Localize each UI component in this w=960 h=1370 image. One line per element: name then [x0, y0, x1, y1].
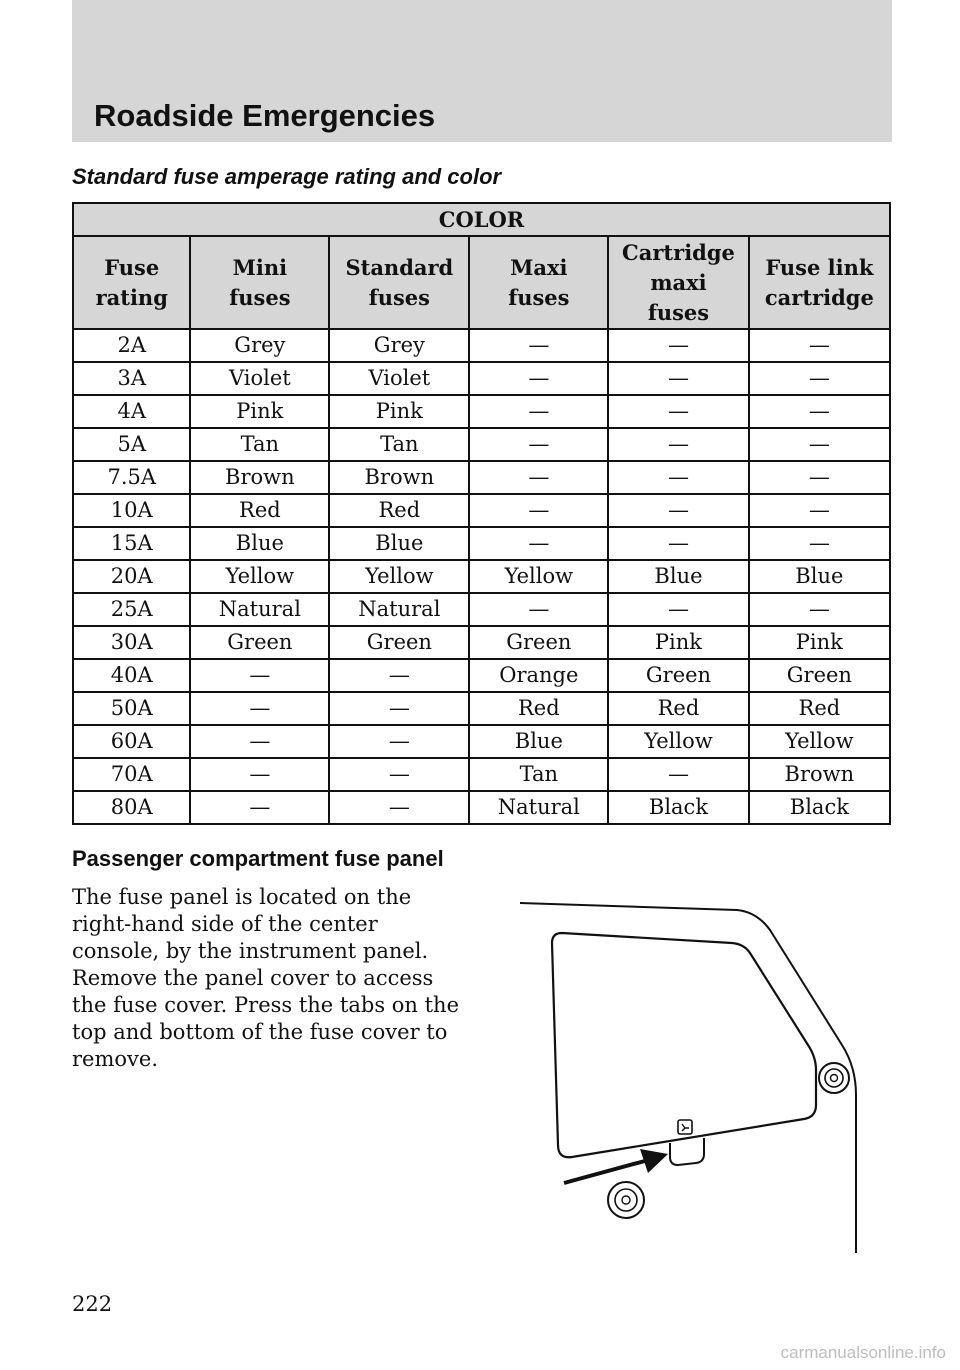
fuse-color-cell: — — [749, 362, 890, 395]
fuse-rating-cell: 10A — [73, 494, 190, 527]
fuse-color-cell: — — [469, 593, 608, 626]
fuse-color-cell: — — [749, 329, 890, 362]
table-row — [73, 329, 890, 362]
fuse-color-cell: Red — [469, 692, 608, 725]
fuse-color-cell: Red — [329, 494, 469, 527]
table-row — [73, 791, 890, 824]
fuse-color-cell: — — [608, 593, 748, 626]
table-row — [73, 725, 890, 758]
fuse-rating-cell: 25A — [73, 593, 190, 626]
fuse-color-cell: Red — [190, 494, 329, 527]
fuse-color-cell: Pink — [608, 626, 748, 659]
fuse-color-cell: — — [608, 461, 748, 494]
fuse-color-cell: Black — [749, 791, 890, 824]
fuse-rating-cell: 50A — [73, 692, 190, 725]
fuse-color-cell: — — [190, 791, 329, 824]
fuse-rating-cell: 80A — [73, 791, 190, 824]
fuse-color-cell: Brown — [749, 758, 890, 791]
fuse-color-cell: — — [608, 362, 748, 395]
fuse-color-cell: — — [608, 758, 748, 791]
fuse-color-cell: — — [749, 527, 890, 560]
fuse-color-cell: — — [749, 461, 890, 494]
fuse-color-cell: Black — [608, 791, 748, 824]
table-title: Standard fuse amperage rating and color — [72, 164, 502, 189]
fuse-rating-cell: 4A — [73, 395, 190, 428]
fuse-color-cell: — — [469, 395, 608, 428]
fuse-color-cell: Tan — [329, 428, 469, 461]
fuse-rating-cell: 5A — [73, 428, 190, 461]
fuse-color-cell: Orange — [469, 659, 608, 692]
fuse-color-cell: — — [469, 527, 608, 560]
table-row — [73, 395, 890, 428]
fuse-color-cell: — — [749, 395, 890, 428]
table-row — [73, 362, 890, 395]
fuse-color-cell: — — [608, 329, 748, 362]
fuse-color-cell: Red — [608, 692, 748, 725]
column-header: Maxi fuses — [469, 236, 608, 329]
column-header: Fuse rating — [73, 236, 190, 329]
fuse-color-cell: — — [469, 362, 608, 395]
fuse-rating-cell: 15A — [73, 527, 190, 560]
fuse-rating-cell: 70A — [73, 758, 190, 791]
fuse-color-cell: — — [749, 593, 890, 626]
fuse-color-cell: — — [329, 692, 469, 725]
table-row — [73, 527, 890, 560]
fuse-color-cell: Green — [608, 659, 748, 692]
fuse-color-cell: — — [608, 527, 748, 560]
fuse-panel-figure — [512, 895, 872, 1264]
fuse-color-cell: Tan — [190, 428, 329, 461]
table-row — [73, 560, 890, 593]
column-header: Fuse link cartridge — [749, 236, 890, 329]
fuse-color-cell: — — [190, 758, 329, 791]
table-row — [73, 494, 890, 527]
fuse-color-cell: Pink — [749, 626, 890, 659]
column-header: Standard fuses — [329, 236, 469, 329]
fuse-rating-cell: 3A — [73, 362, 190, 395]
section-body-text: The fuse panel is located on the right-hand side of the center console, by the instrument panel. Remove the panel cover to access the fuse cover. Press the tabs on the top and bottom of the fuse cover to remove. — [72, 885, 460, 1071]
fuse-color-cell: Green — [469, 626, 608, 659]
table-row — [73, 461, 890, 494]
fuse-color-cell: — — [469, 494, 608, 527]
fuse-color-cell: Grey — [329, 329, 469, 362]
fuse-color-cell: Natural — [469, 791, 608, 824]
table-column-header-row — [73, 236, 890, 329]
fuse-rating-cell: 7.5A — [73, 461, 190, 494]
fuse-color-cell: Yellow — [329, 560, 469, 593]
fuse-color-cell: Pink — [329, 395, 469, 428]
fuse-color-cell: — — [469, 329, 608, 362]
fuse-panel-illustration-icon — [512, 895, 872, 1260]
fuse-color-cell: Brown — [190, 461, 329, 494]
fuse-color-cell: — — [749, 428, 890, 461]
fuse-color-cell: Tan — [469, 758, 608, 791]
fuse-color-cell: Natural — [190, 593, 329, 626]
fuse-rating-cell: 40A — [73, 659, 190, 692]
fuse-color-cell: Blue — [190, 527, 329, 560]
fuse-color-cell: — — [329, 758, 469, 791]
fuse-color-cell: — — [190, 692, 329, 725]
fuse-color-cell: Yellow — [469, 560, 608, 593]
fuse-color-cell: Blue — [469, 725, 608, 758]
fuse-color-cell: — — [469, 428, 608, 461]
fuse-color-cell: Pink — [190, 395, 329, 428]
fuse-color-cell: Blue — [608, 560, 748, 593]
table-row — [73, 758, 890, 791]
fuse-color-cell: — — [749, 494, 890, 527]
fuse-color-cell: — — [329, 791, 469, 824]
column-header: Mini fuses — [190, 236, 329, 329]
fuse-color-cell: — — [190, 725, 329, 758]
fuse-color-cell: Blue — [749, 560, 890, 593]
fuse-color-cell: Green — [329, 626, 469, 659]
fuse-color-cell: — — [329, 659, 469, 692]
fuse-rating-cell: 60A — [73, 725, 190, 758]
table-body — [73, 329, 890, 824]
fuse-color-cell: Green — [749, 659, 890, 692]
column-header: Cartridge maxi fuses — [608, 236, 748, 329]
table-group-header-row — [73, 203, 890, 236]
fuse-rating-cell: 2A — [73, 329, 190, 362]
chapter-title: Roadside Emergencies — [94, 98, 436, 133]
table-row — [73, 593, 890, 626]
table-row — [73, 626, 890, 659]
fuse-color-cell: Natural — [329, 593, 469, 626]
table-row — [73, 692, 890, 725]
fuse-color-cell: — — [469, 461, 608, 494]
fuse-color-table — [72, 202, 891, 825]
fuse-color-cell: Yellow — [749, 725, 890, 758]
watermark: carmanualsonline.info — [780, 1343, 946, 1362]
fuse-color-cell: Red — [749, 692, 890, 725]
fuse-color-cell: Green — [190, 626, 329, 659]
fuse-color-cell: Blue — [329, 527, 469, 560]
fuse-color-cell: Violet — [190, 362, 329, 395]
fuse-color-cell: — — [329, 725, 469, 758]
fuse-color-cell: Violet — [329, 362, 469, 395]
fuse-color-cell: Brown — [329, 461, 469, 494]
fuse-color-cell: — — [190, 659, 329, 692]
fuse-color-cell: — — [608, 494, 748, 527]
fuse-color-cell: Grey — [190, 329, 329, 362]
fuse-color-cell: — — [608, 395, 748, 428]
fuse-color-cell: — — [608, 428, 748, 461]
table-row — [73, 428, 890, 461]
page-number: 222 — [72, 1292, 113, 1316]
fuse-rating-cell: 20A — [73, 560, 190, 593]
fuse-color-cell: Yellow — [608, 725, 748, 758]
fuse-rating-cell: 30A — [73, 626, 190, 659]
fuse-color-cell: Yellow — [190, 560, 329, 593]
color-group-header: COLOR — [73, 203, 890, 236]
section-title: Passenger compartment fuse panel — [72, 846, 444, 871]
table-row — [73, 659, 890, 692]
